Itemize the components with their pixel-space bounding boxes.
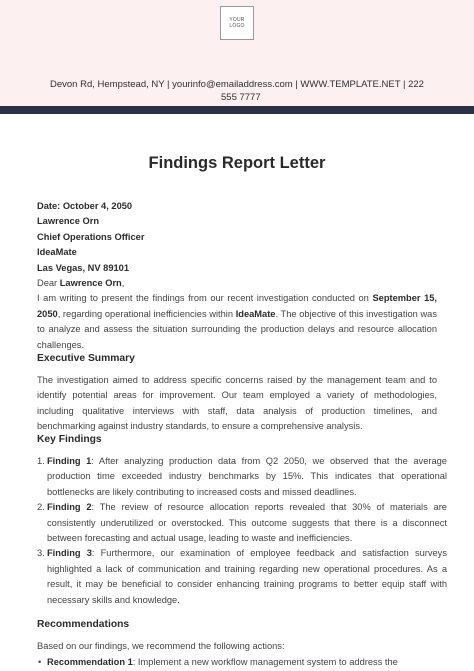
recipient-name: Lawrence Orn [37,216,100,227]
intro-text-2: , regarding operational inefficiencies within [57,308,236,319]
key-findings-heading: Key Findings [37,434,102,445]
intro-text-1: I am writing to present the findings from our recent investigation conducted on [37,293,373,304]
greeting-prefix: Dear [37,278,60,289]
finding-number: 2. [37,502,45,513]
page-title: Findings Report Letter [148,154,326,172]
greeting-name: Lawrence Orn [59,278,122,289]
letter-date: Date: October 4, 2050 [37,201,133,211]
greeting-suffix: , [121,278,125,289]
finding-number: 3. [37,548,45,559]
recommendations-list [37,655,447,670]
header-divider [0,106,474,114]
finding-text: : Furthermore, our examination of employee feedback and satisfaction surveys highlighted a lack of communication and training regarding new operational procedures. As a result, it may be beneficial to consider enhancing training programs to better equip staff with necessary skills and knowledge. [47,548,447,605]
finding-text: : The review of resource allocation reports revealed that 30% of materials are consistently underutilized or overstocked. This outcome suggests that there is a disconnect between forecasting and actual usage, leading to waste and inefficiencies. [47,502,447,544]
finding-item [37,546,447,608]
logo-text: YOUR LOGO [229,17,245,29]
recommendation-text: : Implement a new workflow management system to address the [132,657,398,667]
contact-line-2: 555 7777 [221,92,261,103]
executive-summary-text: The investigation aimed to address specific concerns raised by the management team and to identify potential areas for improvement. Our team employed a variety of methodologies, including qualitative interviews with staff, data analysis of production timelines, and benchmarking against industry standards, to ensure a comprehensive analysis. [37,375,437,432]
contact-line-1: Devon Rd, Hempstead, NY | yourinfo@emailaddress.com | WWW.TEMPLATE.NET | 222 [50,79,424,90]
finding-item [37,500,447,546]
recipient-company: IdeaMate [37,247,77,258]
greeting [37,276,437,291]
recommendations-heading: Recommendations [37,619,130,630]
findings-list [37,454,447,608]
intro-paragraph [37,291,437,353]
letter-meta [37,199,437,353]
finding-label: Finding 3 [47,548,92,559]
executive-summary-heading: Executive Summary [37,353,135,364]
company-logo [220,6,254,40]
finding-text: : After analyzing production data from Q2 2050, we observed that the average production time exceeded industry benchmarks by 15%. This indicates that operational bottlenecks are likely contributing to increased costs and missed deadlines. [47,456,447,497]
finding-number: 1. [37,456,45,466]
intro-text-3: . The objective of this investigation was to analyze and assess the situation surrounding the production delays and resource allocation challenges. [37,308,438,350]
intro-date: September 15, 2050 [37,293,438,319]
recommendations-intro: Based on our findings, we recommend the following actions: [37,641,285,651]
finding-label: Finding 2 [47,502,92,513]
recommendation-label: Recommendation 1 [47,657,133,667]
finding-item [37,454,447,500]
finding-label: Finding 1 [47,456,92,466]
recipient-city: Las Vegas, NV 89101 [37,262,129,273]
recipient-position: Chief Operations Officer [37,231,145,242]
recommendation-item [38,655,447,670]
bullet-icon: • [38,657,42,667]
contact-info [50,78,430,104]
intro-company: IdeaMate [235,308,276,319]
